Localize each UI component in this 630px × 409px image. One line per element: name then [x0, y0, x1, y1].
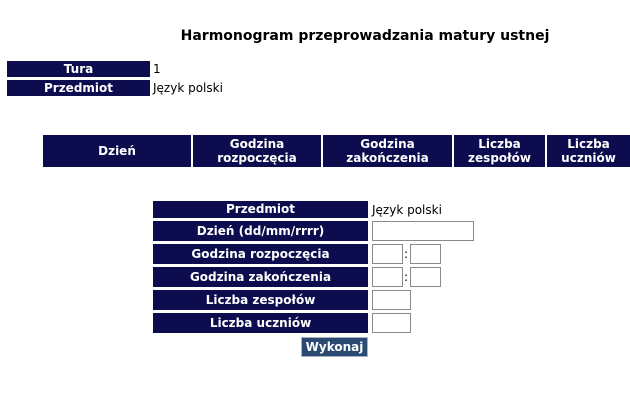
form-przedmiot-value: Język polski [372, 203, 442, 217]
students-count-input[interactable] [372, 313, 411, 333]
przedmiot-value: Język polski [153, 81, 223, 95]
start-minute-input[interactable] [410, 244, 441, 264]
form-uczniowie-label: Liczba uczniów [153, 313, 368, 333]
przedmiot-label: Przedmiot [7, 80, 150, 96]
form-zespoly-label: Liczba zespołów [153, 290, 368, 310]
form-dzien-label: Dzień (dd/mm/rrrr) [153, 221, 368, 241]
form-przedmiot-label: Przedmiot [153, 201, 368, 218]
end-minute-input[interactable] [410, 267, 441, 287]
end-hour-input[interactable] [372, 267, 403, 287]
end-time-separator: : [404, 270, 409, 284]
column-header-godzina-rozpoczecia: Godzina rozpoczęcia [193, 135, 321, 167]
form-start-label: Godzina rozpoczęcia [153, 244, 368, 264]
column-header-godzina-zakonczenia: Godzina zakończenia [323, 135, 452, 167]
column-header-dzien: Dzień [43, 135, 191, 167]
teams-count-input[interactable] [372, 290, 411, 310]
tura-label: Tura [7, 61, 150, 77]
column-header-liczba-uczniow: Liczba uczniów [547, 135, 630, 167]
start-time-separator: : [404, 247, 409, 261]
form-end-label: Godzina zakończenia [153, 267, 368, 287]
tura-value: 1 [153, 62, 161, 76]
page-title: Harmonogram przeprowadzania matury ustnej [180, 28, 550, 44]
submit-button[interactable]: Wykonaj [301, 337, 368, 357]
start-hour-input[interactable] [372, 244, 403, 264]
date-input[interactable] [372, 221, 474, 241]
column-header-liczba-zespolow: Liczba zespołów [454, 135, 545, 167]
